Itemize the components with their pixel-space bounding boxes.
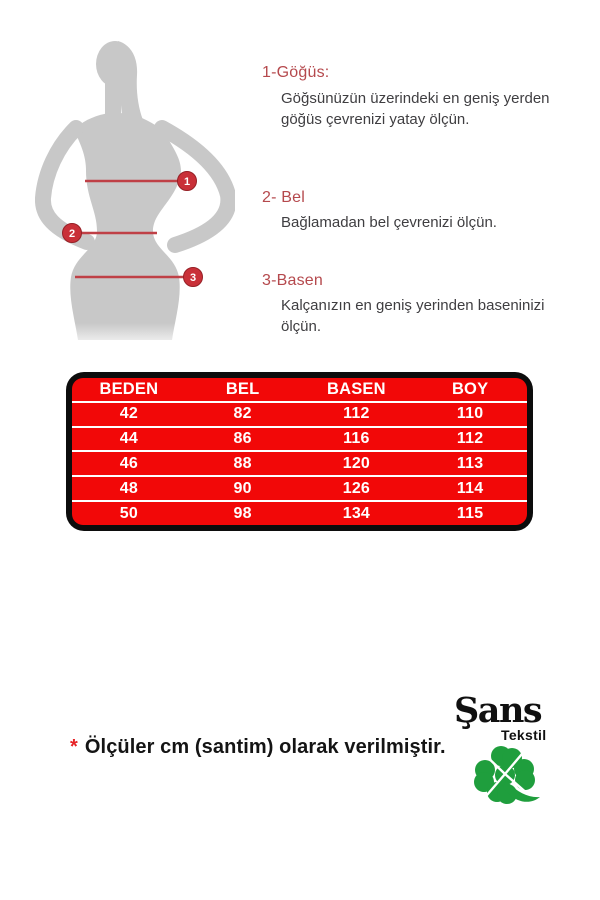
table-cell: 126: [342, 479, 371, 497]
table-cell: 82: [233, 405, 252, 423]
skirt-fade: [61, 323, 195, 350]
chest-badge-number: 1: [183, 176, 191, 188]
table-row: [72, 450, 527, 475]
table-cell: 116: [343, 430, 370, 448]
table-cell: 88: [233, 454, 252, 472]
note-text: Ölçüler cm (santim) olarak verilmiştir.: [84, 736, 446, 758]
table-cell: 86: [233, 430, 252, 448]
hip-badge: [184, 268, 203, 287]
table-cell: 42: [119, 405, 138, 423]
instruction-heading-basen: 3-Basen: [262, 272, 323, 289]
waist-badge-number: 2: [68, 228, 76, 240]
table-cell: 114: [456, 479, 484, 497]
clover-logo: [472, 744, 544, 812]
instruction-body-bel: Bağlamadan bel çevrenizi ölçün.: [281, 214, 497, 231]
table-cell: 110: [456, 405, 484, 423]
table-row: [72, 475, 527, 500]
table-cell: 48: [119, 479, 138, 497]
measurement-figure: [35, 35, 235, 350]
table-cell: 113: [456, 454, 484, 472]
table-cell: 112: [456, 430, 484, 448]
table-cell: 90: [233, 479, 252, 497]
female-silhouette-illustration: [35, 35, 235, 350]
table-header-row: [72, 378, 527, 401]
table-cell: 98: [233, 504, 252, 522]
table-row: [72, 401, 527, 426]
table-header-cell: BASEN: [326, 379, 386, 398]
hip-badge-number: 3: [189, 272, 197, 284]
waist-badge: [63, 224, 82, 243]
table-header-cell: BOY: [451, 379, 489, 398]
table-cell: 115: [456, 504, 484, 522]
instruction-heading-gogus: 1-Göğüs:: [262, 64, 330, 81]
instruction-heading-bel: 2- Bel: [262, 189, 305, 206]
table-header-cell: BEDEN: [99, 379, 159, 398]
chest-badge: [178, 172, 197, 191]
note-asterisk: *: [70, 736, 78, 758]
table-cell: 112: [343, 405, 370, 423]
table-cell: 44: [119, 430, 138, 448]
measurement-unit-note: [70, 736, 446, 759]
instruction-body-basen: Kalçanızın en geniş yerinden baseninizi ölçün.: [281, 297, 545, 335]
table-cell: 120: [342, 454, 371, 472]
table-cell: 50: [119, 504, 138, 522]
table-row: [72, 426, 527, 451]
table-row: [72, 500, 527, 525]
size-table-body: [72, 378, 527, 525]
size-table: [66, 372, 533, 531]
table-cell: 134: [342, 504, 371, 522]
clover-icon: [472, 744, 544, 812]
table-cell: 46: [119, 454, 138, 472]
table-header-cell: BEL: [225, 379, 260, 398]
brand-subtitle: Tekstil: [501, 727, 547, 743]
brand-name: Şans: [454, 690, 542, 731]
instruction-body-gogus: Göğsünüzün üzerindeki en geniş yerden göğüs çevrenizi yatay ölçün.: [281, 90, 550, 128]
female-silhouette: [43, 41, 228, 340]
